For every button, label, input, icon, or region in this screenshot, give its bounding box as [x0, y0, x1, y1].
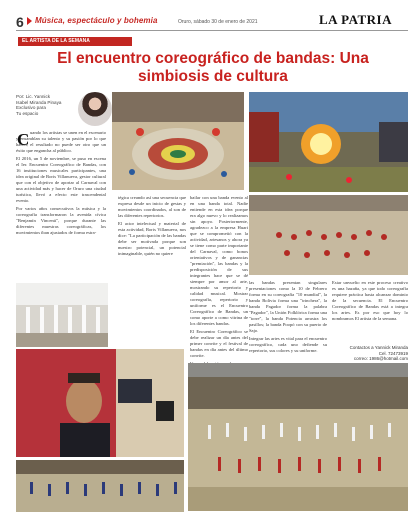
article-title: El encuentro coreográfico de bandas: Una simbiosis de cultura [57, 50, 369, 85]
drop-cap: C [17, 130, 30, 149]
contact-line: Cel. 72473919 [378, 350, 408, 356]
newspaper-logo: LA PATRIA [319, 12, 392, 27]
article-column-4 [249, 280, 327, 356]
paragraph: las bandas presentan singulares presentaciones como la 10 de Febrero forma en su coreografía "10 mundial", la banda Bolivia forma una "trinchera", la banda Pagador forma la palabra "Pagador", la Unión Folklórica forma una "torre", la banda Potencia arrastra los pasillos; la banda Poopó con su puerto de Sajo. [249, 280, 327, 333]
contact-line: Contactos a Yannick Miranda [349, 345, 408, 350]
paragraph: tégica creando así una secuencia que expresa desde un inicio de gestas y movimientos coordinados, al son de las diferentes repertorios. [118, 195, 186, 218]
issue-date: Oruro, sábado 30 de enero de 2021 [178, 19, 258, 25]
paragraph: bailar con una banda evento al en una banda total. Nadie entiende en esta idea porque era algo nuevo y lo realizamos sin apoyo. Posteriormente, agradezco a la empresa Huari que se comprometió con la actividad, artesanos y ahora ya se tiene como parte importante del Carnaval, como bonos orientativos y de ganancias "premiación", las bandas y la predisposición de sus integrantes hace que se dé siempre por amor al arte, mostrando su repertorio y calidad musical. Mostrar coreografía, repertorio y uniforme es el Encuentro Coreográfico de Bandas, un como aporte a como vitrina de los diferentes bandas. [190, 195, 248, 326]
section-title: Música, espectáculo y bohemia [35, 16, 158, 25]
author-line: Por: Lic. Yannick [16, 94, 51, 99]
paragraph: Por varios años consecutivos la música y la coreografía transformaron la avenida cívica "Benjamín Vincenti", porque durante las diferentes muestras coreográficas, los movimientos iban ajustados de forma estra- [16, 206, 106, 235]
contact-caption [334, 345, 408, 362]
author-line: Isabel Miranda Pinaya [16, 99, 62, 105]
paragraph: Integrar las artes es vital para el encuentro coreográfico, cada uno defiende su repertorio, sus colores y su uniforme. [249, 336, 327, 353]
paragraph: El 2016, un 5 de noviembre, se puso en escena el Ier. Encuentro Coreográfico de Bandas, con 16 instituciones musicales participantes, una idea original de Boris Villanueva, gestor cultural que con el objetivo de aportar al Carnaval con una actividad más y hacer de Oruro una ciudad turística, llevó a efecto este trascendental evento. [16, 156, 106, 203]
photo-fireworks-plaza [249, 92, 408, 192]
photo-stadium-wide [188, 363, 408, 511]
section-banner: EL ARTISTA DE LA SEMANA [18, 37, 132, 46]
article-column-1 [16, 130, 106, 238]
paragraph: El actor intelectual y material de esta actividad, Boris Villanueva, nos dice: "La participación de las bandas debe ser motivada porque son nuestro potencial, un potencial inimaginable, quién no quiere [118, 221, 186, 256]
author-line: Tu espacio [16, 110, 39, 116]
contact-line: correo: 1986@hotmail.com [353, 356, 408, 361]
author-block [16, 94, 78, 116]
photo-stadium-choreography [112, 92, 244, 190]
author-line: Exclusivo para [16, 105, 46, 110]
article-column-5 [332, 280, 408, 324]
paragraph: El Encuentro Coreográfico se debe realizar un día antes del primer convite y el festival de bandas en día antes del último convite. [190, 329, 248, 358]
photo-band-field [16, 460, 184, 512]
paragraph: uando los artistas se unen en el escenario y ensamblan su talento y su pasión por lo que hacen, el resultado no puede ser otro que un éxito que engancha al público. [16, 130, 106, 153]
photo-band-parade [16, 283, 108, 347]
article-column-2 [118, 195, 186, 259]
header-rule [16, 30, 408, 31]
photo-interview [16, 349, 184, 457]
section-arrow-icon [27, 17, 32, 25]
page-number: 6 [16, 14, 24, 30]
author-avatar [78, 92, 112, 126]
photo-band-formation [249, 195, 408, 275]
paragraph: Estar unvuelto en este proceso creativo es una hazaña, ya que todo coreografía requiere práctica hasta alcanzar dominio de la secuencia. El Encuentro Coreográfico de Bandas está a integra los artes. Es por eso que hoy lo nombramos El artista de la semana. [332, 280, 408, 321]
